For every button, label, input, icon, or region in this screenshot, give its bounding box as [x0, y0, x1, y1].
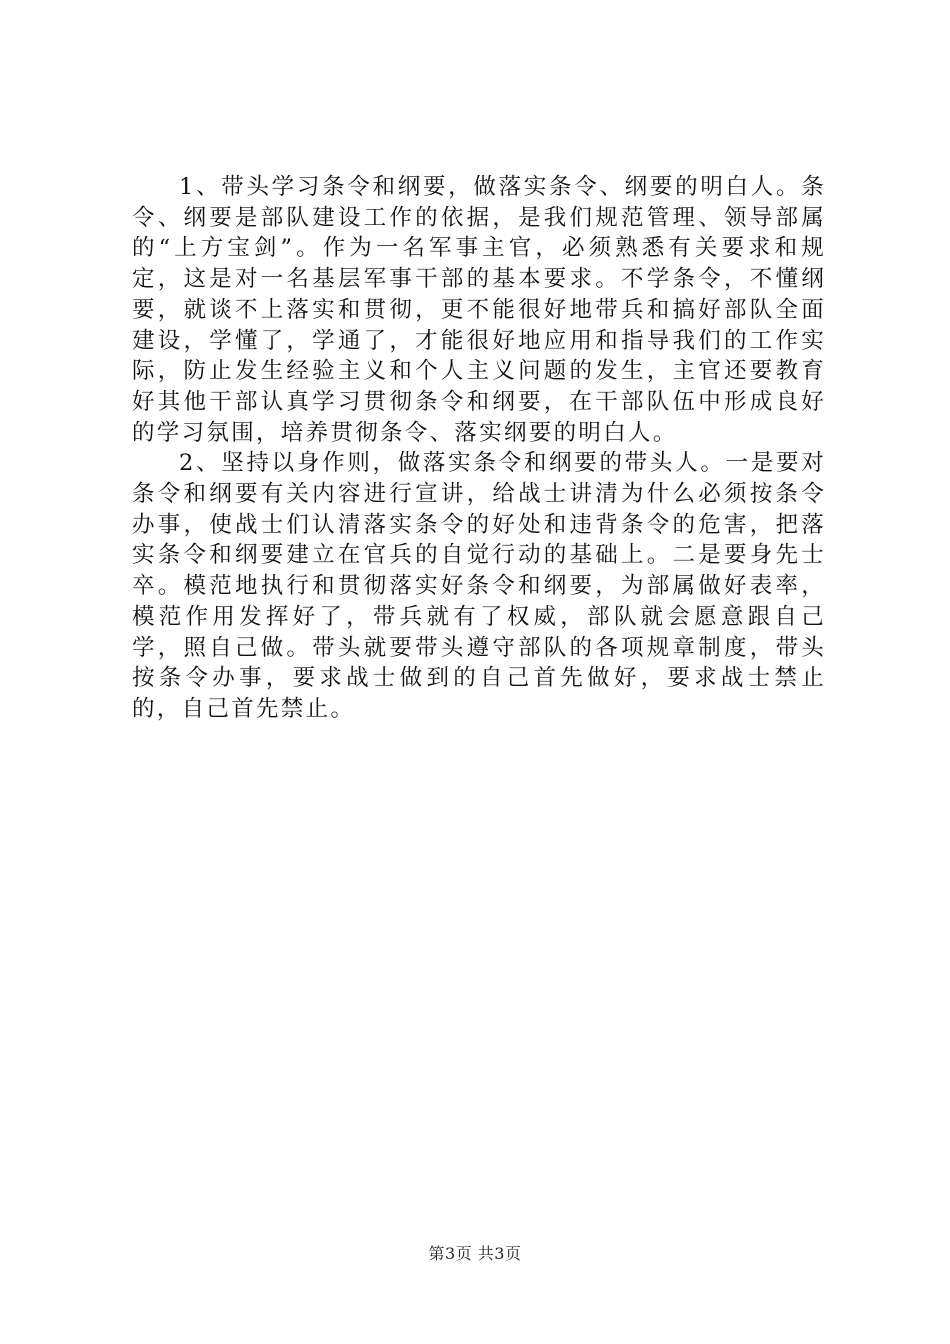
paragraph-1: 1、带头学习条令和纲要，做落实条令、纲要的明白人。条令、纲要是部队建设工作的依据，是我们规范管理、领导部属的“上方宝剑”。作为一名军事主官，必须熟悉有关要求和规定，这是对一名基层军事干部的基本要求。不学条令，不懂纲要，就谈不上落实和贯彻，更不能很好地带兵和搞好部队全面建设，学懂了，学通了，才能很好地应用和指导我们的工作实际，防止发生经验主义和个人主义问题的发生，主官还要教育好其他干部认真学习贯彻条令和纲要，在干部队伍中形成良好的学习氛围，培养贯彻条令、落实纲要的明白人。	[132, 174, 826, 446]
document-body	[132, 172, 826, 725]
page-number-footer: 第3页 共3页	[428, 1244, 522, 1263]
paragraph-2: 2、坚持以身作则，做落实条令和纲要的带头人。一是要对条令和纲要有关内容进行宣讲，给战士讲清为什么必须按条令办事，使战士们认清落实条令的好处和违背条令的危害，把落实条令和纲要建立在官兵的自觉行动的基础上。二是要身先士卒。模范地执行和贯彻落实好条令和纲要，为部属做好表率，模范作用发挥好了，带兵就有了权威，部队就会愿意跟自己学，照自己做。带头就要带头遵守部队的各项规章制度，带头按条令办事，要求战士做到的自己首先做好，要求战士禁止的，自己首先禁止。	[132, 450, 826, 722]
